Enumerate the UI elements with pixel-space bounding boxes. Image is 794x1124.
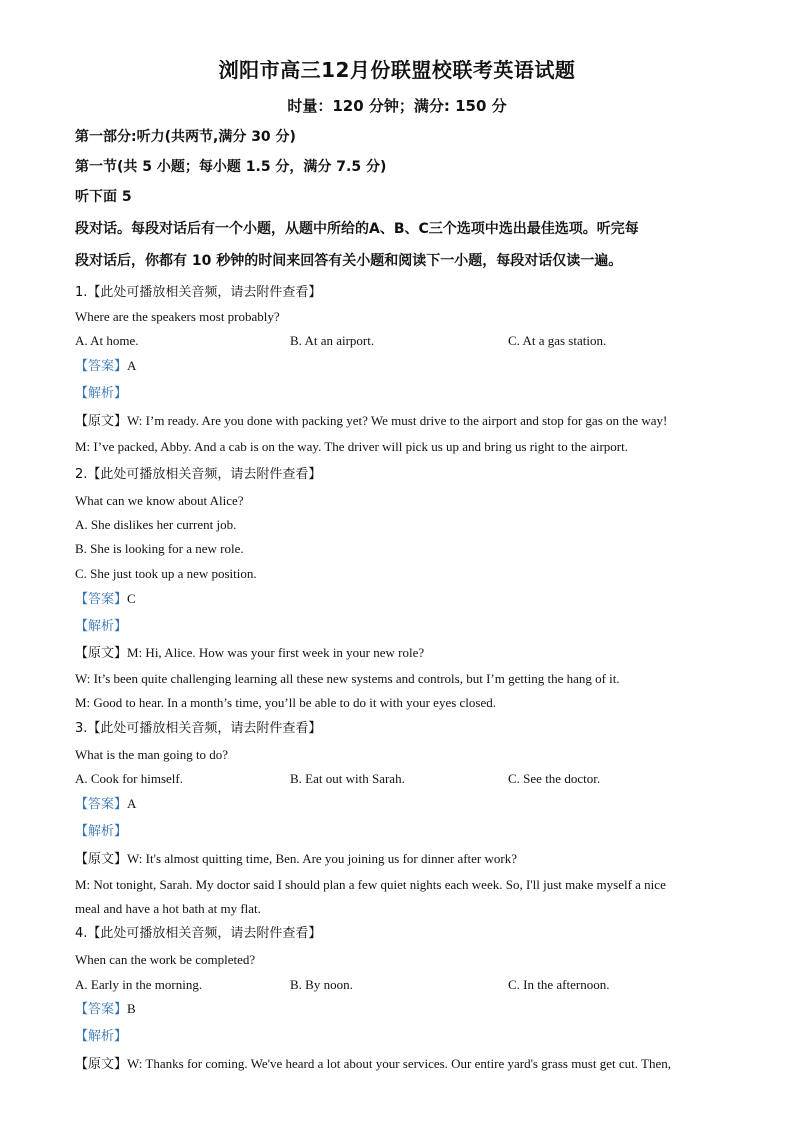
- question-4-header: 4.【此处可播放相关音频，请去附件查看】: [75, 926, 322, 941]
- question-3-transcript-2: M: Not tonight, Sarah. My doctor said I should plan a few quiet nights each week. So, I'll just make myself a nice: [75, 877, 666, 892]
- exam-time-score: 时量：120 分钟；满分: 150 分: [287, 97, 507, 115]
- question-4-answer: [75, 1000, 735, 1019]
- answer-tag: 【答案】: [75, 1002, 128, 1017]
- part-heading: 第一部分:听力(共两节,满分 30 分): [75, 129, 296, 145]
- question-3-header: 3.【此处可播放相关音频，请去附件查看】: [75, 721, 322, 736]
- answer-value: C: [127, 591, 136, 606]
- question-4-transcript-1: 【原文】W: Thanks for coming. We've heard a lot about your services. Our entire yard's grass must get cut. Then,: [75, 1056, 671, 1072]
- question-3-analysis: [75, 822, 735, 841]
- question-4-option-a: A. Early in the morning.: [75, 977, 203, 992]
- question-4-option-c: C. In the afternoon.: [508, 977, 610, 992]
- question-1-option-a: A. At home.: [75, 333, 139, 348]
- question-3-transcript-3: meal and have a hot bath at my flat.: [75, 901, 261, 916]
- instructions-line-3: 段对话后，你都有 10 秒钟的时间来回答有关小题和阅读下一小题，每段对话仅读一遍。: [75, 253, 623, 269]
- question-3-option-a: A. Cook for himself.: [75, 771, 183, 786]
- question-2-answer: [75, 590, 735, 609]
- analysis-tag: 【解析】: [75, 824, 128, 839]
- question-2-option-c: C. She just took up a new position.: [75, 566, 257, 581]
- question-2-text: What can we know about Alice?: [75, 493, 244, 508]
- answer-value: A: [127, 358, 137, 373]
- question-2-transcript-3: M: Good to hear. In a month’s time, you’ll be able to do it with your eyes closed.: [75, 695, 496, 710]
- question-1-option-b: B. At an airport.: [290, 333, 375, 348]
- question-3-transcript-1: 【原文】W: It's almost quitting time, Ben. Are you joining us for dinner after work?: [75, 851, 517, 867]
- question-3-option-c: C. See the doctor.: [508, 771, 601, 786]
- question-1-analysis: [75, 384, 735, 403]
- answer-tag: 【答案】: [75, 359, 128, 374]
- original-tag: 【原文】: [75, 852, 128, 867]
- question-3-text: What is the man going to do?: [75, 747, 229, 762]
- question-4-analysis: [75, 1027, 735, 1046]
- question-4-option-b: B. By noon.: [290, 977, 353, 992]
- instructions-line-2: 段对话。每段对话后有一个小题，从题中所给的A、B、C三个选项中选出最佳选项。听完每: [75, 221, 639, 237]
- question-2-header: 2.【此处可播放相关音频，请去附件查看】: [75, 467, 322, 482]
- question-1-header: 1.【此处可播放相关音频，请去附件查看】: [75, 285, 322, 300]
- question-1-transcript-1: 【原文】W: I’m ready. Are you done with packing yet? We must drive to the airport and stop for gas on the way!: [75, 413, 668, 429]
- question-2-option-a: A. She dislikes her current job.: [75, 517, 237, 532]
- original-tag: 【原文】: [75, 646, 128, 661]
- analysis-tag: 【解析】: [75, 1029, 128, 1044]
- question-3-option-b: B. Eat out with Sarah.: [290, 771, 405, 786]
- analysis-tag: 【解析】: [75, 386, 128, 401]
- section-heading: 第一节(共 5 小题；每小题 1.5 分，满分 7.5 分): [75, 159, 387, 175]
- page-title: 浏阳市高三12月份联盟校联考英语试题: [218, 58, 576, 82]
- question-4-text: When can the work be completed?: [75, 952, 256, 967]
- question-3-answer: [75, 795, 735, 814]
- question-1-transcript-2: M: I’ve packed, Abby. And a cab is on the way. The driver will pick us up and bring us right to the airport.: [75, 439, 628, 454]
- original-tag: 【原文】: [75, 1057, 128, 1072]
- answer-tag: 【答案】: [75, 797, 128, 812]
- instructions-line-1: 听下面 5: [75, 189, 132, 205]
- original-tag: 【原文】: [75, 414, 128, 429]
- answer-tag: 【答案】: [75, 592, 128, 607]
- question-2-analysis: [75, 617, 735, 636]
- question-1-text: Where are the speakers most probably?: [75, 309, 280, 324]
- question-2-transcript-2: W: It’s been quite challenging learning all these new systems and controls, but I’m getting the hang of it.: [75, 671, 620, 686]
- question-2-option-b: B. She is looking for a new role.: [75, 541, 244, 556]
- question-1-option-c: C. At a gas station.: [508, 333, 607, 348]
- answer-value: A: [127, 796, 137, 811]
- question-2-transcript-1: 【原文】M: Hi, Alice. How was your first week in your new role?: [75, 645, 425, 661]
- question-1-answer: [75, 357, 735, 376]
- analysis-tag: 【解析】: [75, 619, 128, 634]
- answer-value: B: [127, 1001, 136, 1016]
